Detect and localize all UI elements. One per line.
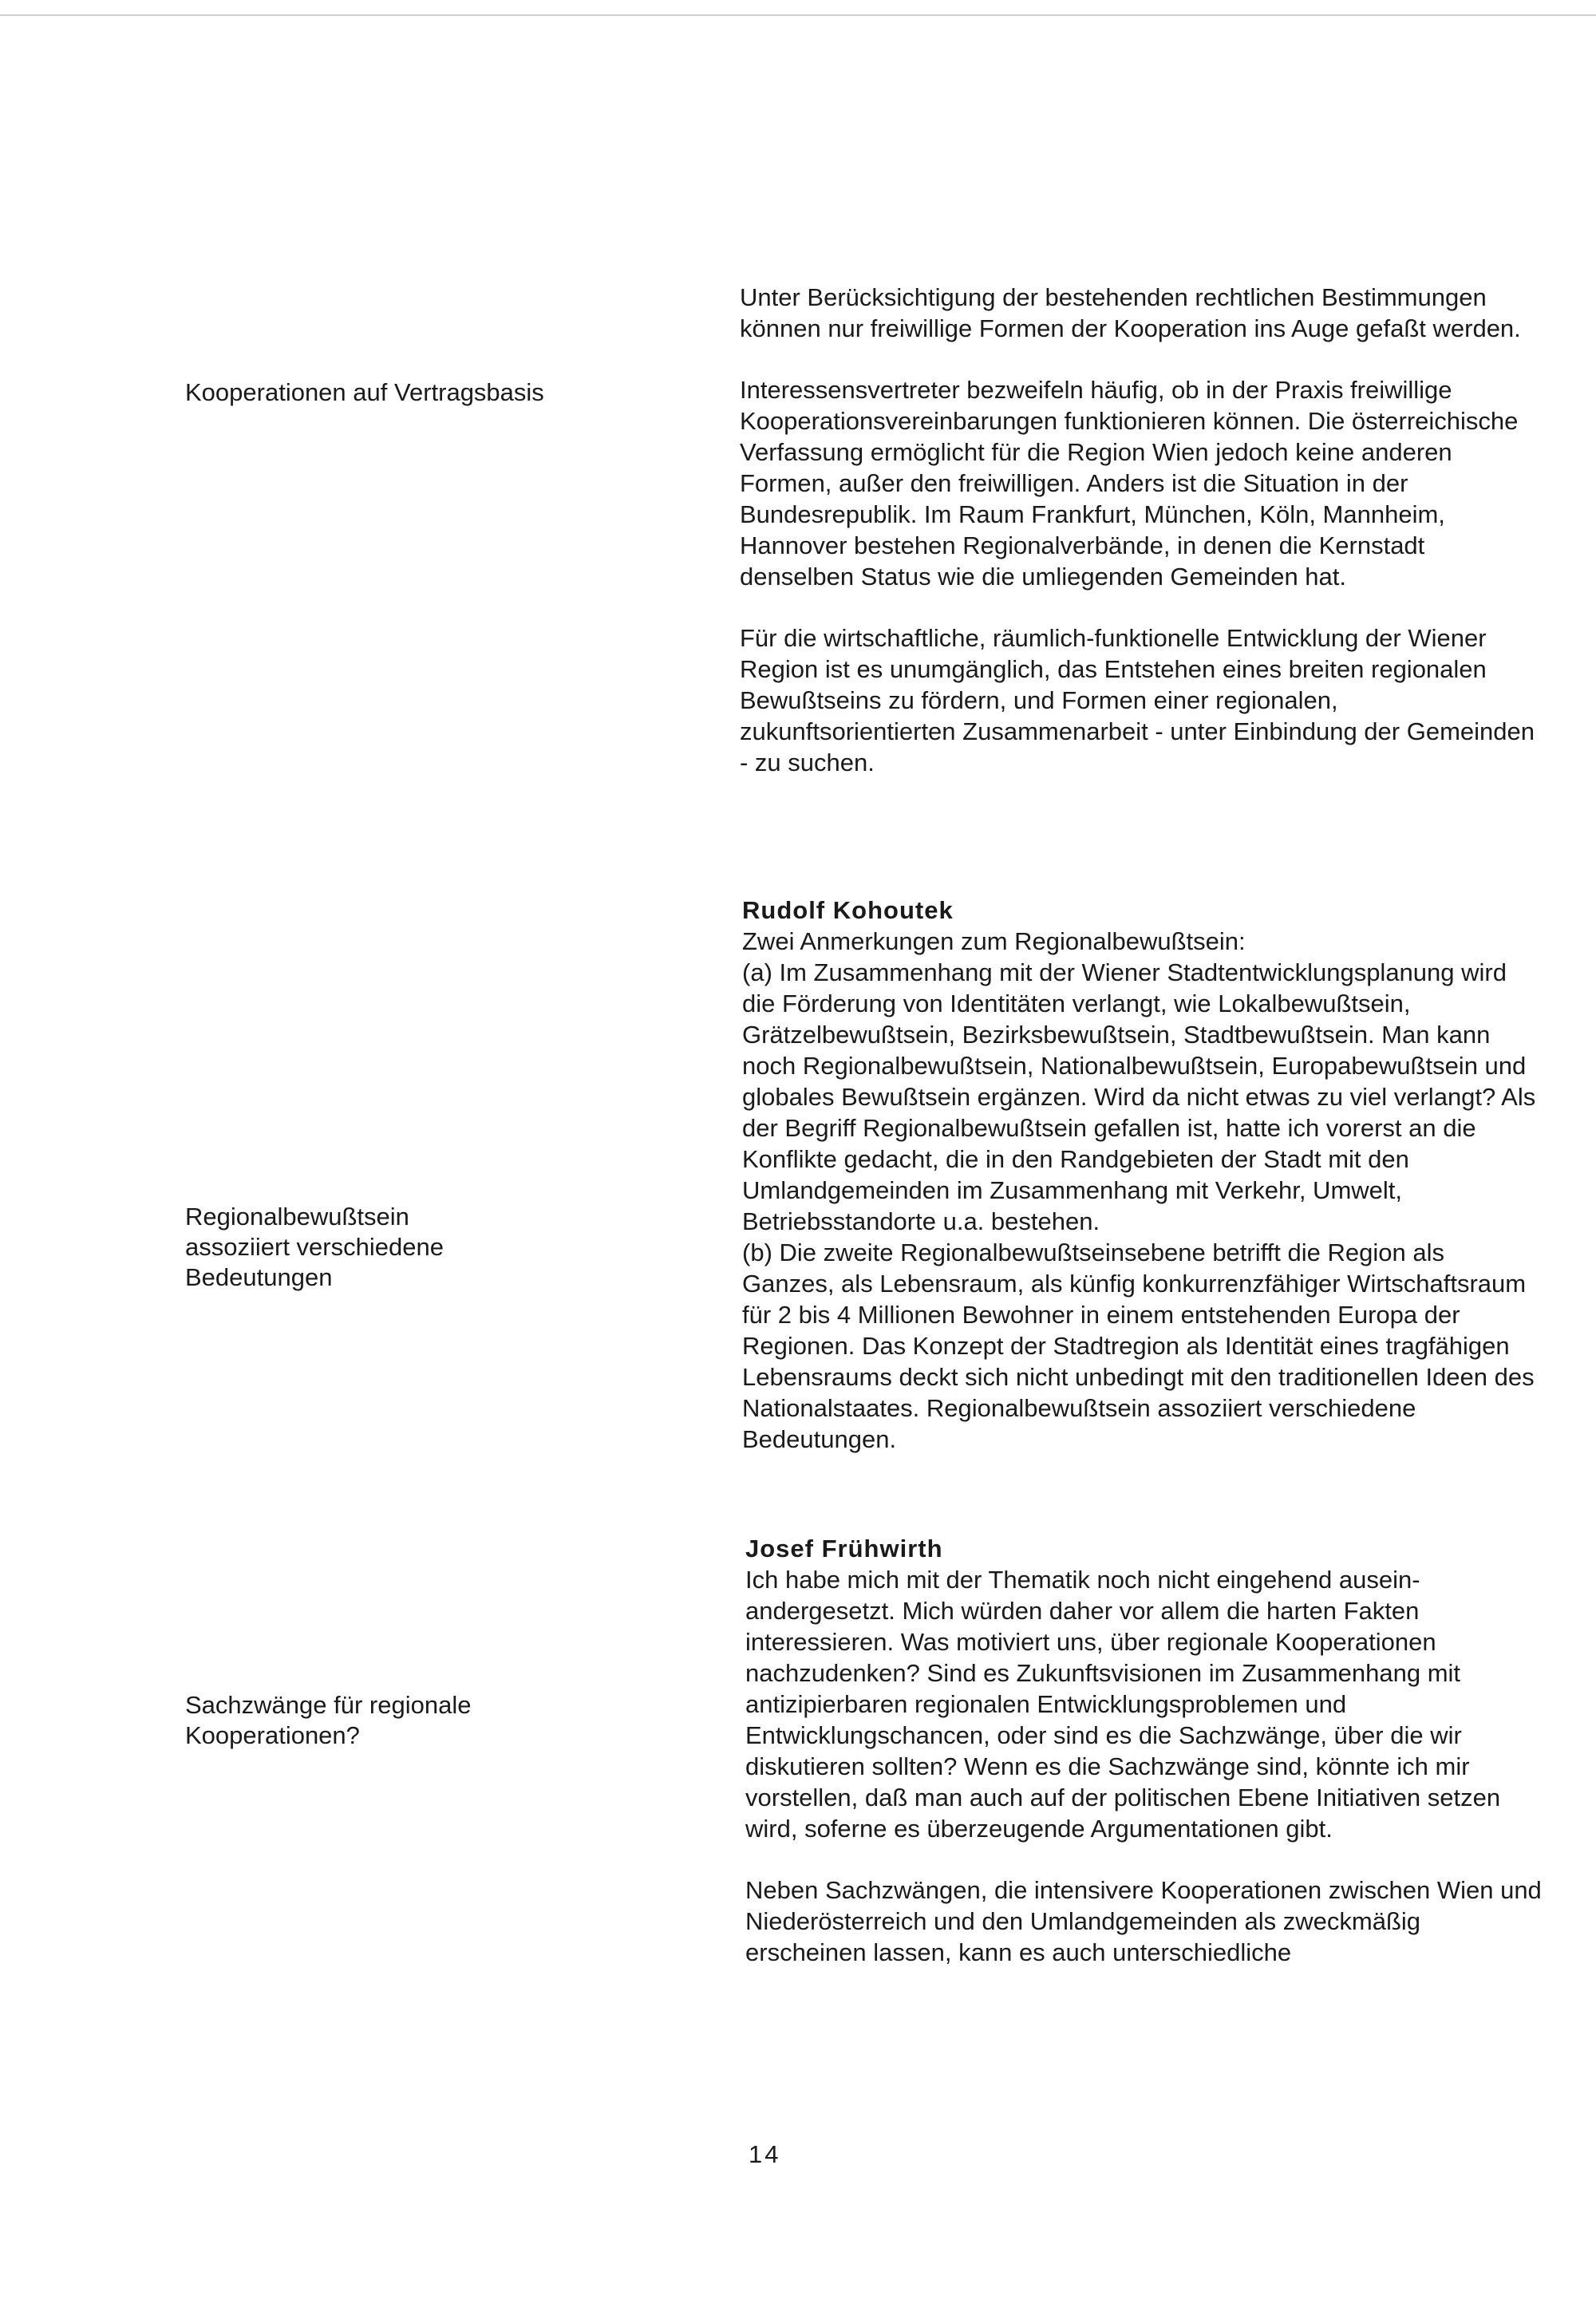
paragraph: Für die wirtschaftliche, räumlich-funktionelle Entwicklung der Wiener Region ist es unumgänglich, das Entstehen eines breiten regionalen Bewußtseins zu fördern, und Formen einer regionalen, zukunftsorientierten Zusammenarbeit - unter Einbindung der Gemeinden - zu suchen. (740, 624, 1535, 776)
margin-note-regionalbewusstsein: Regionalbewußtsein assoziiert verschiedene Bedeutungen (185, 1203, 444, 1291)
paragraph: Interessensvertreter bezweifeln häufig, ob in der Praxis freiwillige Kooperationsvereinbarungen funktionieren können. Die österreichische Verfassung ermöglicht für die Region Wien jedoch keine anderen Formen, außer den freiwilligen. Anders ist die Situation in der Bundesrepublik. Im Raum Frankfurt, München, Köln, Mannheim, Hannover bestehen Regionalverbände, in denen die Kernstadt denselben Status wie die umliegenden Gemeinden hat. (740, 376, 1519, 591)
page-number: 14 (749, 2140, 781, 2168)
speaker-name: Rudolf Kohoutek (742, 896, 954, 924)
text-block-intro (740, 282, 1538, 778)
paragraph: Unter Berücksichtigung der bestehenden rechtlichen Bestimmungen können nur freiwillige Formen der Kooperation ins Auge gefaßt werden. (740, 283, 1521, 342)
paragraph: Neben Sachzwängen, die intensivere Kooperationen zwischen Wien und Niederösterreich und den Umlandgemeinden als zweckmäßig erscheinen lassen, kann es auch unterschiedliche (745, 1876, 1542, 1966)
margin-note-sachzwaenge: Sachzwänge für regionale Kooperationen? (185, 1691, 472, 1749)
margin-note-kooperationen: Kooperationen auf Vertragsbasis (185, 378, 544, 406)
scan-edge-line (0, 14, 1596, 16)
speaker-name: Josef Frühwirth (745, 1535, 943, 1562)
paragraph: Zwei Anmerkungen zum Regionalbewußtsein: (a) Im Zusammenhang mit der Wiener Stadtentwicklungsplanung wird die Förderung von Identitäten verlangt, wie Lokalbewußtsein, Grätzelbewußtsein, Bezirksbewußtsein, Stadtbewußtsein. Man kann noch Regionalbewußtsein, Nationalbewußtsein, Europabewußtsein und globales Bewußtsein ergänzen. Wird da nicht etwas zu viel verlangt? Als der Begriff Regionalbewußtsein gefallen ist, hatte ich vorerst an die Konflikte gedacht, die in den Randgebieten der Stadt mit den Umlandgemeinden im Zusammenhang mit Verkehr, Umwelt, Betriebsstandorte u.a. bestehen. (b) Die zweite Regionalbewußtseinsebene betrifft die Region als Ganzes, als Lebensraum, als künfig konkurrenzfähiger Wirtschaftsraum für 2 bis 4 Millionen Bewohner in einem entstehenden Europa der Regionen. Das Konzept der Stadtregion als Identität eines tragfähigen Lebensraums deckt sich nicht unbedingt mit den traditionellen Ideen des Nationalstaates. Regionalbewußtsein assoziiert verschiedene Bedeutungen. (742, 927, 1536, 1453)
paragraph: Ich habe mich mit der Thematik noch nicht eingehend auseinandergesetzt. Mich würden daher vor allem die harten Fakten interessieren. Was motiviert uns, über regionale Kooperationen nachzudenken? Sind es Zukunftsvisionen im Zusammenhang mit antizipierbaren regionalen Entwicklungsproblemen und Entwicklungschancen, oder sind es die Sachzwänge, über die wir diskutieren sollten? Wenn es die Sachzwänge sind, könnte ich mir vorstellen, daß man auch auf der politischen Ebene Initiativen setzen wird, soferne es überzeugende Argumentationen gibt. (745, 1566, 1501, 1843)
text-block-fruehwirth (745, 1533, 1543, 1968)
text-block-kohoutek (742, 895, 1540, 1455)
